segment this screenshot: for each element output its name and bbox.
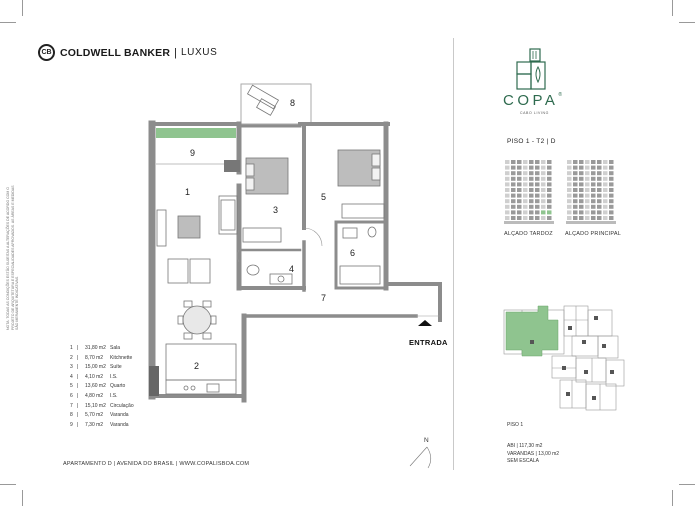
legend-area: 8,70 m2: [85, 354, 104, 361]
legend-area: 7,30 m2: [85, 421, 104, 428]
living-furniture: [157, 196, 237, 283]
legend-area: 15,00 m2: [85, 364, 106, 371]
elevation-front-label: ALÇADO PRINCIPAL: [565, 231, 621, 237]
legend-row: [70, 382, 134, 392]
balcony-9-planter: [156, 128, 236, 138]
bedroom-bed: [338, 150, 384, 218]
legend-room-name: Circulação: [110, 402, 134, 409]
building-facade: [566, 160, 616, 224]
legend-number: 1: [70, 345, 73, 351]
room-number-5: 5: [321, 192, 327, 202]
legend-number: 4: [70, 373, 73, 380]
room-number-2: 2: [194, 361, 200, 371]
legend-row: [70, 411, 134, 421]
entrance-label: ENTRADA: [409, 338, 448, 347]
legend-row: [70, 363, 134, 373]
room-number-9: 9: [190, 148, 196, 158]
legend-separator: |: [77, 364, 79, 371]
brand-subtitle: LUXUS: [181, 47, 218, 58]
walls: [152, 124, 440, 400]
legend-area: 4,80 m2: [85, 392, 104, 399]
legend-area: 31,80 m2: [85, 345, 106, 351]
legend-number: 5: [70, 383, 73, 390]
elevation-drawings: [503, 156, 623, 226]
crop-mark: [672, 490, 673, 506]
north-arrow-icon: [410, 447, 431, 468]
legend-number: 3: [70, 364, 73, 371]
copa-tagline: CABO LIVING: [520, 111, 549, 115]
panel-divider: [453, 38, 454, 470]
legend-row: [70, 421, 134, 431]
room-number-4: 4: [289, 264, 295, 274]
legend-room-name: Suíte: [110, 364, 122, 371]
legend-row: [70, 344, 134, 354]
legend-row: [70, 354, 134, 364]
room-number-7: 7: [321, 293, 327, 303]
brand-name: COLDWELL BANKER: [60, 46, 171, 59]
legend-separator: |: [77, 345, 79, 351]
legend-row: [70, 402, 134, 412]
legend-number: 6: [70, 392, 73, 399]
spec-line: SEM ESCALA: [507, 458, 539, 465]
legend-room-name: I.S.: [110, 373, 118, 380]
legend-separator: |: [77, 392, 79, 399]
legend-room-name: Kitchnette: [110, 354, 133, 361]
key-plan: [502, 300, 632, 422]
legend-room-name: Sala: [110, 345, 121, 351]
kitchenette: [166, 344, 236, 394]
wall-column: [149, 366, 159, 396]
brand-separator: |: [174, 46, 177, 59]
legend-number: 2: [70, 354, 73, 361]
key-plan-highlight: [506, 306, 558, 356]
legend-separator: |: [77, 373, 79, 380]
footer-address: APARTAMENTO D | AVENIDA DO BRASIL | WWW.COPALISBOA.COM: [63, 461, 250, 467]
suite-bed: [243, 158, 288, 242]
copa-wordmark: COPA®: [503, 92, 566, 109]
room-number-3: 3: [273, 205, 279, 215]
disclaimer-note: NOTA: TODAS AS CONDIÇÕES ESTÃO SUJEITAS A ALTERAÇÕES DE ACORDO COM O PROJETO DE ARQUITETURA E ESPECIALIDADES APROVADOS. AS ÁREAS E MEDIDAS SÃO MERAMENTE INDICATIVAS.: [6, 185, 19, 330]
copa-logo-icon: [512, 48, 552, 90]
crop-mark: [679, 22, 695, 23]
spec-line: VARANDAS | 13,00 m2: [507, 450, 560, 457]
room-number-1: 1: [185, 187, 191, 197]
legend-room-name: Varanda: [110, 412, 129, 419]
key-plan-label: PISO 1: [507, 422, 524, 428]
legend-number: 7: [70, 402, 73, 409]
bathroom-4-fixtures: [247, 264, 295, 284]
bathroom-6-fixtures: [340, 227, 380, 284]
elevation-rear-label: ALÇADO TARDOZ: [504, 231, 553, 237]
dining-table: [178, 301, 216, 339]
legend-area: 5,70 m2: [85, 412, 104, 419]
room-number-6: 6: [350, 248, 356, 258]
north-label: N: [424, 437, 429, 444]
legend-row: [70, 373, 134, 383]
balcony-8: [241, 84, 311, 124]
unit-specs: [507, 443, 559, 466]
legend-room-name: Quarto: [110, 383, 126, 390]
legend-number: 9: [70, 421, 73, 428]
legend-area: 15,10 m2: [85, 402, 106, 409]
legend-area: 13,60 m2: [85, 383, 106, 390]
legend-area: 4,10 m2: [85, 373, 104, 380]
legend-room-name: Varanda: [110, 421, 129, 428]
legend-number: 8: [70, 412, 73, 419]
entrance-arrow: [418, 320, 432, 326]
legend-room-name: I.S.: [110, 392, 118, 399]
floor-unit-title: PISO 1 - T2 | D: [507, 138, 556, 145]
building-facade: [504, 160, 554, 224]
room-number-8: 8: [290, 98, 296, 108]
crop-mark: [679, 484, 695, 485]
legend-separator: |: [77, 354, 79, 361]
legend-separator: |: [77, 412, 79, 419]
legend-separator: |: [77, 383, 79, 390]
doors: [237, 228, 440, 316]
spec-line: ABI | 117,30 m2: [507, 443, 543, 449]
legend-row: [70, 392, 134, 402]
brand-seal-logo: CB: [38, 44, 55, 61]
legend-separator: |: [77, 402, 79, 409]
crop-mark: [672, 0, 673, 16]
wall-column: [224, 160, 240, 172]
legend-separator: |: [77, 421, 79, 428]
area-legend: [70, 344, 134, 430]
